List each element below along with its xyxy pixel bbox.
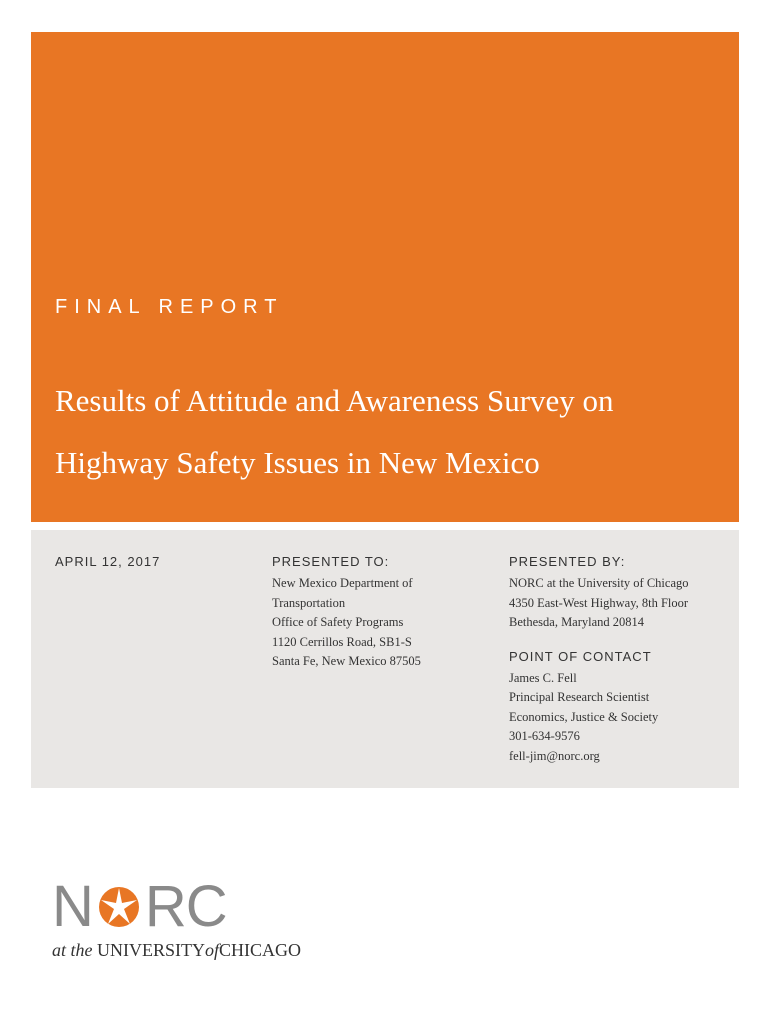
presented-by-line: NORC at the University of Chicago <box>509 576 689 590</box>
logo-chicago: CHICAGO <box>219 940 302 960</box>
report-title <box>55 370 725 494</box>
contact-line: Economics, Justice & Society <box>509 709 659 724</box>
star-burst-o-icon <box>96 884 142 930</box>
logo-letters-rc: RC <box>144 874 227 939</box>
report-type-label: FINAL REPORT <box>55 296 284 318</box>
logo-letter-n: N <box>52 874 93 939</box>
norc-wordmark <box>52 874 301 939</box>
report-details-panel <box>31 530 739 788</box>
presented-by-line: Bethesda, Maryland 20814 <box>509 615 645 629</box>
university-of-chicago-text <box>52 940 301 961</box>
presented-to-line: Office of Safety Programs <box>272 615 404 629</box>
presented-to-line: Transportation <box>272 595 346 610</box>
presented-to-heading: PRESENTED TO: <box>272 554 390 569</box>
contact-line: James C. Fell <box>509 670 577 685</box>
contact-line: Principal Research Scientist <box>509 690 650 704</box>
presented-to-block <box>272 554 421 672</box>
report-title-line-1: Results of Attitude and Awareness Survey on <box>55 383 614 418</box>
presented-to-line: New Mexico Department of <box>272 576 413 590</box>
contact-line: 301-634-9576 <box>509 729 580 743</box>
cover-banner <box>31 32 739 522</box>
report-date: APRIL 12, 2017 <box>55 554 161 569</box>
report-title-line-2: Highway Safety Issues in New Mexico <box>55 445 540 480</box>
logo-university: UNIVERSITY <box>97 940 205 960</box>
logo-prefix: at the <box>52 940 93 960</box>
norc-logo <box>52 874 302 961</box>
presented-by-heading: PRESENTED BY: <box>509 554 626 569</box>
contact-line: fell-jim@norc.org <box>509 748 600 763</box>
point-of-contact-heading: POINT OF CONTACT <box>509 648 652 664</box>
presented-to-line: 1120 Cerrillos Road, SB1-S <box>272 634 412 649</box>
presented-by-line: 4350 East-West Highway, 8th Floor <box>509 595 689 610</box>
presented-to-line: Santa Fe, New Mexico 87505 <box>272 654 421 668</box>
presented-by-block <box>509 554 689 766</box>
logo-of: of <box>205 940 220 960</box>
